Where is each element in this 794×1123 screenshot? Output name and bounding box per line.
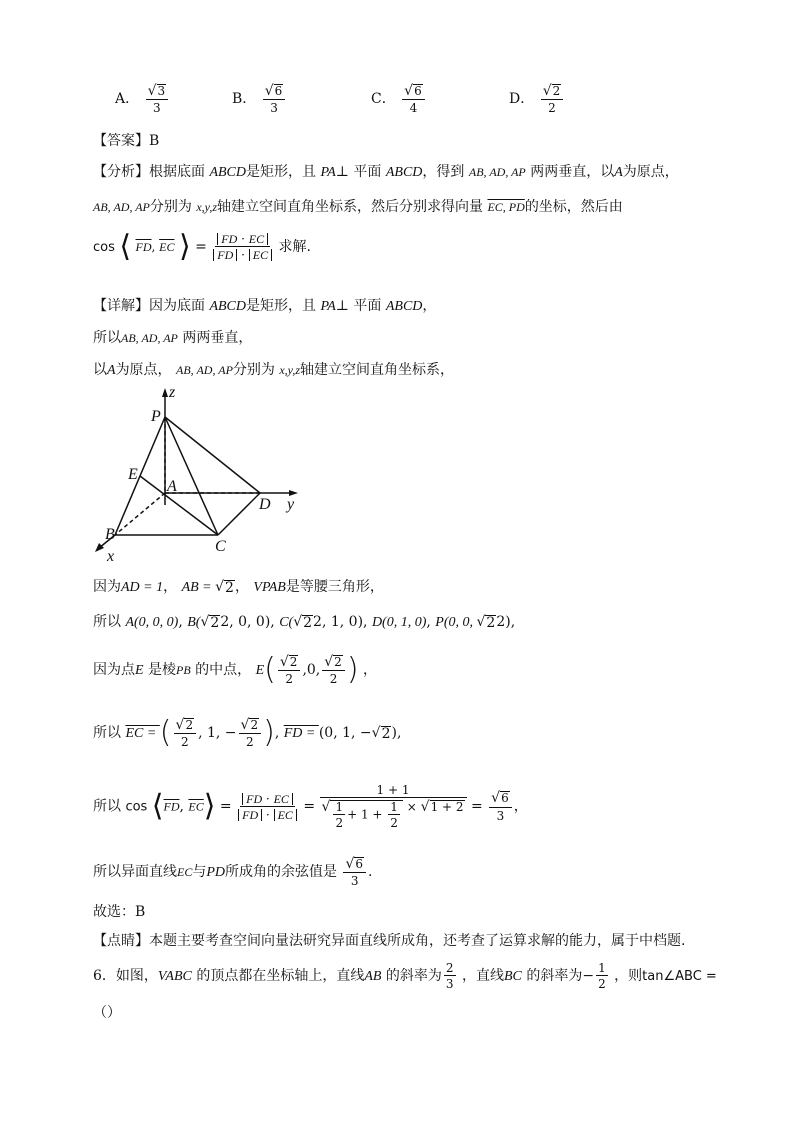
option-b-denominator: 3 (270, 101, 278, 116)
vec-ec: EC (248, 232, 265, 246)
analysis-text: 根据底面 (149, 164, 205, 180)
label-e: E (128, 466, 138, 483)
math-pa: PA (320, 165, 336, 180)
times-sign: × (406, 800, 421, 814)
point-p-rest: 2), (496, 614, 516, 630)
detail-text: 是矩形，且 (246, 298, 317, 314)
math-ec: EC (177, 865, 193, 880)
result-den: 3 (496, 808, 505, 823)
label-c: C (215, 538, 226, 555)
math-ad: AD = 1 (121, 580, 164, 595)
analysis-text: 求解. (278, 239, 311, 255)
option-b (232, 84, 287, 114)
math-pd: PD (206, 865, 226, 881)
calc-text: 是等腰三角形， (285, 579, 384, 595)
edge-cd (218, 493, 260, 535)
edge-pc (165, 417, 218, 535)
vec-fd: FD (246, 791, 263, 806)
math-pb: PB (176, 663, 191, 678)
comment-text: 本题主要考查空间向量法研究异面直线所成角，还考查了运算求解的能力，属于中档题. (149, 933, 686, 949)
math-bc: BC (504, 969, 522, 984)
analysis-text: 轴建立空间直角坐标系，然后分别求得向量 (217, 199, 484, 215)
sqrt-value: 2 (225, 580, 234, 596)
detail-tag: 【详解】 (93, 298, 149, 314)
comma: ， (163, 579, 178, 595)
analysis-text: 是矩形，且 (246, 164, 317, 180)
calc-text: 所以 (93, 798, 121, 815)
calc-line-6: 所以异面直线EC与PD所成角的余弦值是 √ 6 3 . (93, 856, 373, 889)
calc-line-2: 所以 A(0, 0, 0), B( √ 2 2, 0, 0), C( √ 2 2, 1, 0), D(0, 1, 0), P(0, 0, √ 2 2), (93, 614, 516, 631)
comment-tag: 【点睛】 (93, 933, 149, 949)
analysis-text: 分别为 (149, 199, 192, 215)
perp-symbol: ⊥ (335, 164, 349, 180)
segment-ec (140, 476, 218, 535)
math-vectors: AB, AD, AP (121, 331, 178, 345)
vec-ec: EC (273, 791, 289, 806)
slope2-den: 2 (598, 977, 606, 991)
question-6-line-1 (93, 962, 717, 990)
slope2-num: 1 (598, 961, 606, 975)
question-text: 的顶点都在坐标轴上，直线 (196, 968, 365, 984)
question-text: 6．如图， (93, 968, 158, 984)
calc-text: 是棱 (148, 662, 177, 679)
option-a-label: A． (115, 91, 140, 108)
point-p: P(0, 0, (435, 615, 477, 630)
vec-ec: EC (277, 807, 293, 822)
detail-text: 所以 (93, 330, 121, 346)
answer-line (93, 130, 159, 150)
analysis-text: 两两垂直，以 (530, 164, 615, 180)
math-e: E (135, 663, 144, 679)
cos-text: cos (93, 240, 115, 255)
comma: ， (422, 298, 437, 314)
math-abcd: ABCD (385, 299, 423, 314)
calc-text: 因为 (93, 579, 121, 595)
detail-text: 为原点， (115, 362, 172, 378)
label-p: P (151, 408, 161, 425)
inner-den: 2 (335, 816, 344, 830)
detail-text: 平面 (353, 298, 382, 314)
edge-ab (115, 493, 165, 535)
slope2-sign: − (582, 968, 595, 984)
slope1-den: 3 (445, 977, 454, 991)
analysis-text: 平面 (353, 164, 382, 180)
calc-text: 因为点 (93, 662, 135, 679)
label-a: A (167, 478, 177, 495)
math-a: A (107, 363, 116, 378)
label-x: x (107, 548, 115, 565)
option-d (509, 84, 565, 114)
edge-pd (165, 417, 260, 493)
den-sqrt: 1 + 2 (430, 800, 464, 814)
label-z: z (169, 385, 176, 401)
calc-line-3: 因为点E 是棱PB 的中点， E( √ 2 2 ,0, √ 2 2 ) ， (93, 652, 377, 688)
option-b-numerator: 6 (274, 84, 283, 98)
vec-fd: FD (217, 248, 234, 262)
analysis-text: 的坐标，然后由 (524, 199, 623, 215)
detail-text: 以 (93, 362, 107, 378)
option-d-numerator: 2 (552, 84, 561, 98)
point-d: D(0, 1, 0) (371, 615, 427, 630)
detail-text: 因为底面 (149, 298, 205, 314)
calc-line-5: 所以 $\cos ⟨\overline{FD}$, $\overline{EC}⟩$ = $\frac{FD \cdot EC}{FD \cdot EC}$ = 1 + 1 √ $\frac{1}{2}$ + 1 + $\frac{1}{2}$ × √ 1 + 2 = √ 6 3 ， (93, 783, 528, 830)
math-vectors: AB, AD, AP (468, 165, 526, 179)
point-b: B( (187, 615, 201, 630)
point-c-rest: 2, 1, 0) (313, 614, 364, 630)
math-tan: tan∠ABC = (642, 969, 717, 984)
calc-line-4: 所以 EC = ( √ 2 2 , 1, − √ 2 2 ), FD = (0, 1, − √ 2 ), (93, 715, 402, 751)
result-num: 6 (501, 791, 509, 806)
perp-symbol: ⊥ (335, 298, 349, 314)
option-c-numerator: 6 (414, 84, 422, 98)
option-c (371, 84, 427, 114)
vec-ec: EC (252, 248, 269, 262)
cos-text: cos (125, 799, 148, 815)
option-a (115, 84, 170, 114)
option-b-label: B． (232, 91, 257, 108)
math-xyz: x,y,z (279, 363, 301, 377)
vec-fd: $\overline{FD}$ (135, 240, 152, 254)
vec-fd: FD (242, 807, 259, 822)
vec-ec-eq: EC = (125, 726, 160, 742)
inner-num: 1 (335, 800, 344, 814)
label-d: D (259, 496, 271, 513)
slope1-num: 2 (445, 961, 454, 975)
z-arrow (162, 388, 168, 397)
answer-value: B (149, 133, 160, 149)
math-abcd: ABCD (385, 165, 423, 180)
detail-text: 两两垂直， (182, 330, 253, 346)
comment-line (93, 930, 685, 950)
vec-fd-eq: FD = (283, 726, 319, 742)
option-a-denominator: 3 (153, 101, 161, 116)
analysis-formula: cos ⟨ $\overline{FD}$, $\overline{EC}$ ⟩ = $\frac{FD \cdot EC}{FD \cdot EC}$ 求解. (93, 229, 311, 264)
math-vabc: VABC (157, 969, 192, 984)
math-a: A (614, 165, 623, 180)
den-text: + 1 + (347, 807, 387, 822)
fraction-numerator: 1 + 1 (320, 784, 467, 798)
vec-fd: $\overline{FD}$ (163, 799, 180, 814)
calc-text: 故选：B (93, 904, 146, 920)
pyramid-figure (85, 385, 315, 565)
detail-line-3 (93, 359, 454, 379)
option-c-fraction: √ 6 4 (402, 84, 425, 114)
calc-text: 的中点， (195, 662, 252, 679)
option-c-label: C． (371, 91, 396, 108)
calc-line-1: 因为AD = 1， AB = √ 2 ， VPAB是等腰三角形， (93, 579, 384, 596)
question-text: ，则 (614, 968, 643, 984)
answer-tag: 【答案】 (93, 133, 149, 149)
detail-text: 分别为 (232, 362, 275, 378)
detail-text: 轴建立空间直角坐标系， (300, 362, 455, 378)
math-e: E (255, 663, 265, 679)
math-vectors: AB, AD, AP (93, 200, 150, 214)
vec-ec: $\overline{EC}$ (188, 799, 204, 814)
question-text: 的斜率为 (526, 968, 583, 984)
calc-text: 所以异面直线 (93, 864, 177, 881)
math-ab: AB = (181, 580, 216, 595)
question-text: 的斜率为 (385, 968, 442, 984)
calc-text: 所成角的余弦值是 (225, 864, 338, 881)
option-a-numerator: 3 (157, 84, 166, 98)
calc-line-7 (93, 901, 145, 921)
math-vpab: VPAB (253, 580, 286, 595)
analysis-line-2 (93, 196, 623, 216)
analysis-tag: 【分析】 (93, 164, 149, 180)
analysis-text: 为原点， (622, 164, 679, 180)
option-d-fraction: √ 2 2 (541, 84, 564, 114)
option-d-denominator: 2 (548, 101, 556, 116)
math-xyz: x,y,z (196, 200, 218, 214)
calc-text: ， (234, 579, 249, 595)
math-abcd: ABCD (209, 165, 247, 180)
vec-fd-val: (0, 1, − (318, 725, 372, 742)
calc-text: 所以 (93, 725, 121, 742)
vec-fd: FD (221, 232, 238, 246)
question-6-line-2 (93, 1002, 121, 1022)
detail-line-2 (93, 327, 252, 347)
cos-fraction: $\frac{FD \cdot EC}{FD \cdot EC}$ (213, 233, 272, 261)
detail-line-1 (93, 295, 436, 315)
analysis-line-1 (93, 161, 679, 181)
calc-text: 所以 (93, 614, 121, 630)
point-b-rest: 2, 0, 0) (220, 614, 271, 630)
angle-bracket-left: ⟨ (119, 229, 132, 264)
angle-bracket-right: ⟩ (178, 229, 191, 264)
math-ec-pd: EC, PD (487, 200, 525, 214)
option-a-fraction: √ 3 3 (146, 84, 169, 114)
math-abcd: ABCD (209, 299, 247, 314)
math-pa: PA (320, 299, 336, 314)
analysis-text: ，得到 (422, 164, 465, 180)
label-b: B (105, 526, 115, 543)
math-vectors: AB, AD, AP (176, 363, 233, 377)
point-c: C( (279, 615, 294, 630)
calc-text: 与 (192, 864, 207, 881)
option-b-fraction: √ 6 3 (263, 84, 286, 114)
point-a: A(0, 0, 0) (125, 615, 179, 630)
math-ab: AB (364, 969, 382, 984)
question-blank: （） (93, 1005, 121, 1021)
option-d-label: D． (509, 91, 535, 108)
vec-ec-val: 1, − (206, 725, 237, 742)
question-text: ，直线 (462, 968, 504, 984)
vec-ec: $\overline{EC}$ (159, 240, 175, 254)
label-y: y (287, 496, 295, 513)
option-c-denominator: 4 (409, 101, 418, 116)
